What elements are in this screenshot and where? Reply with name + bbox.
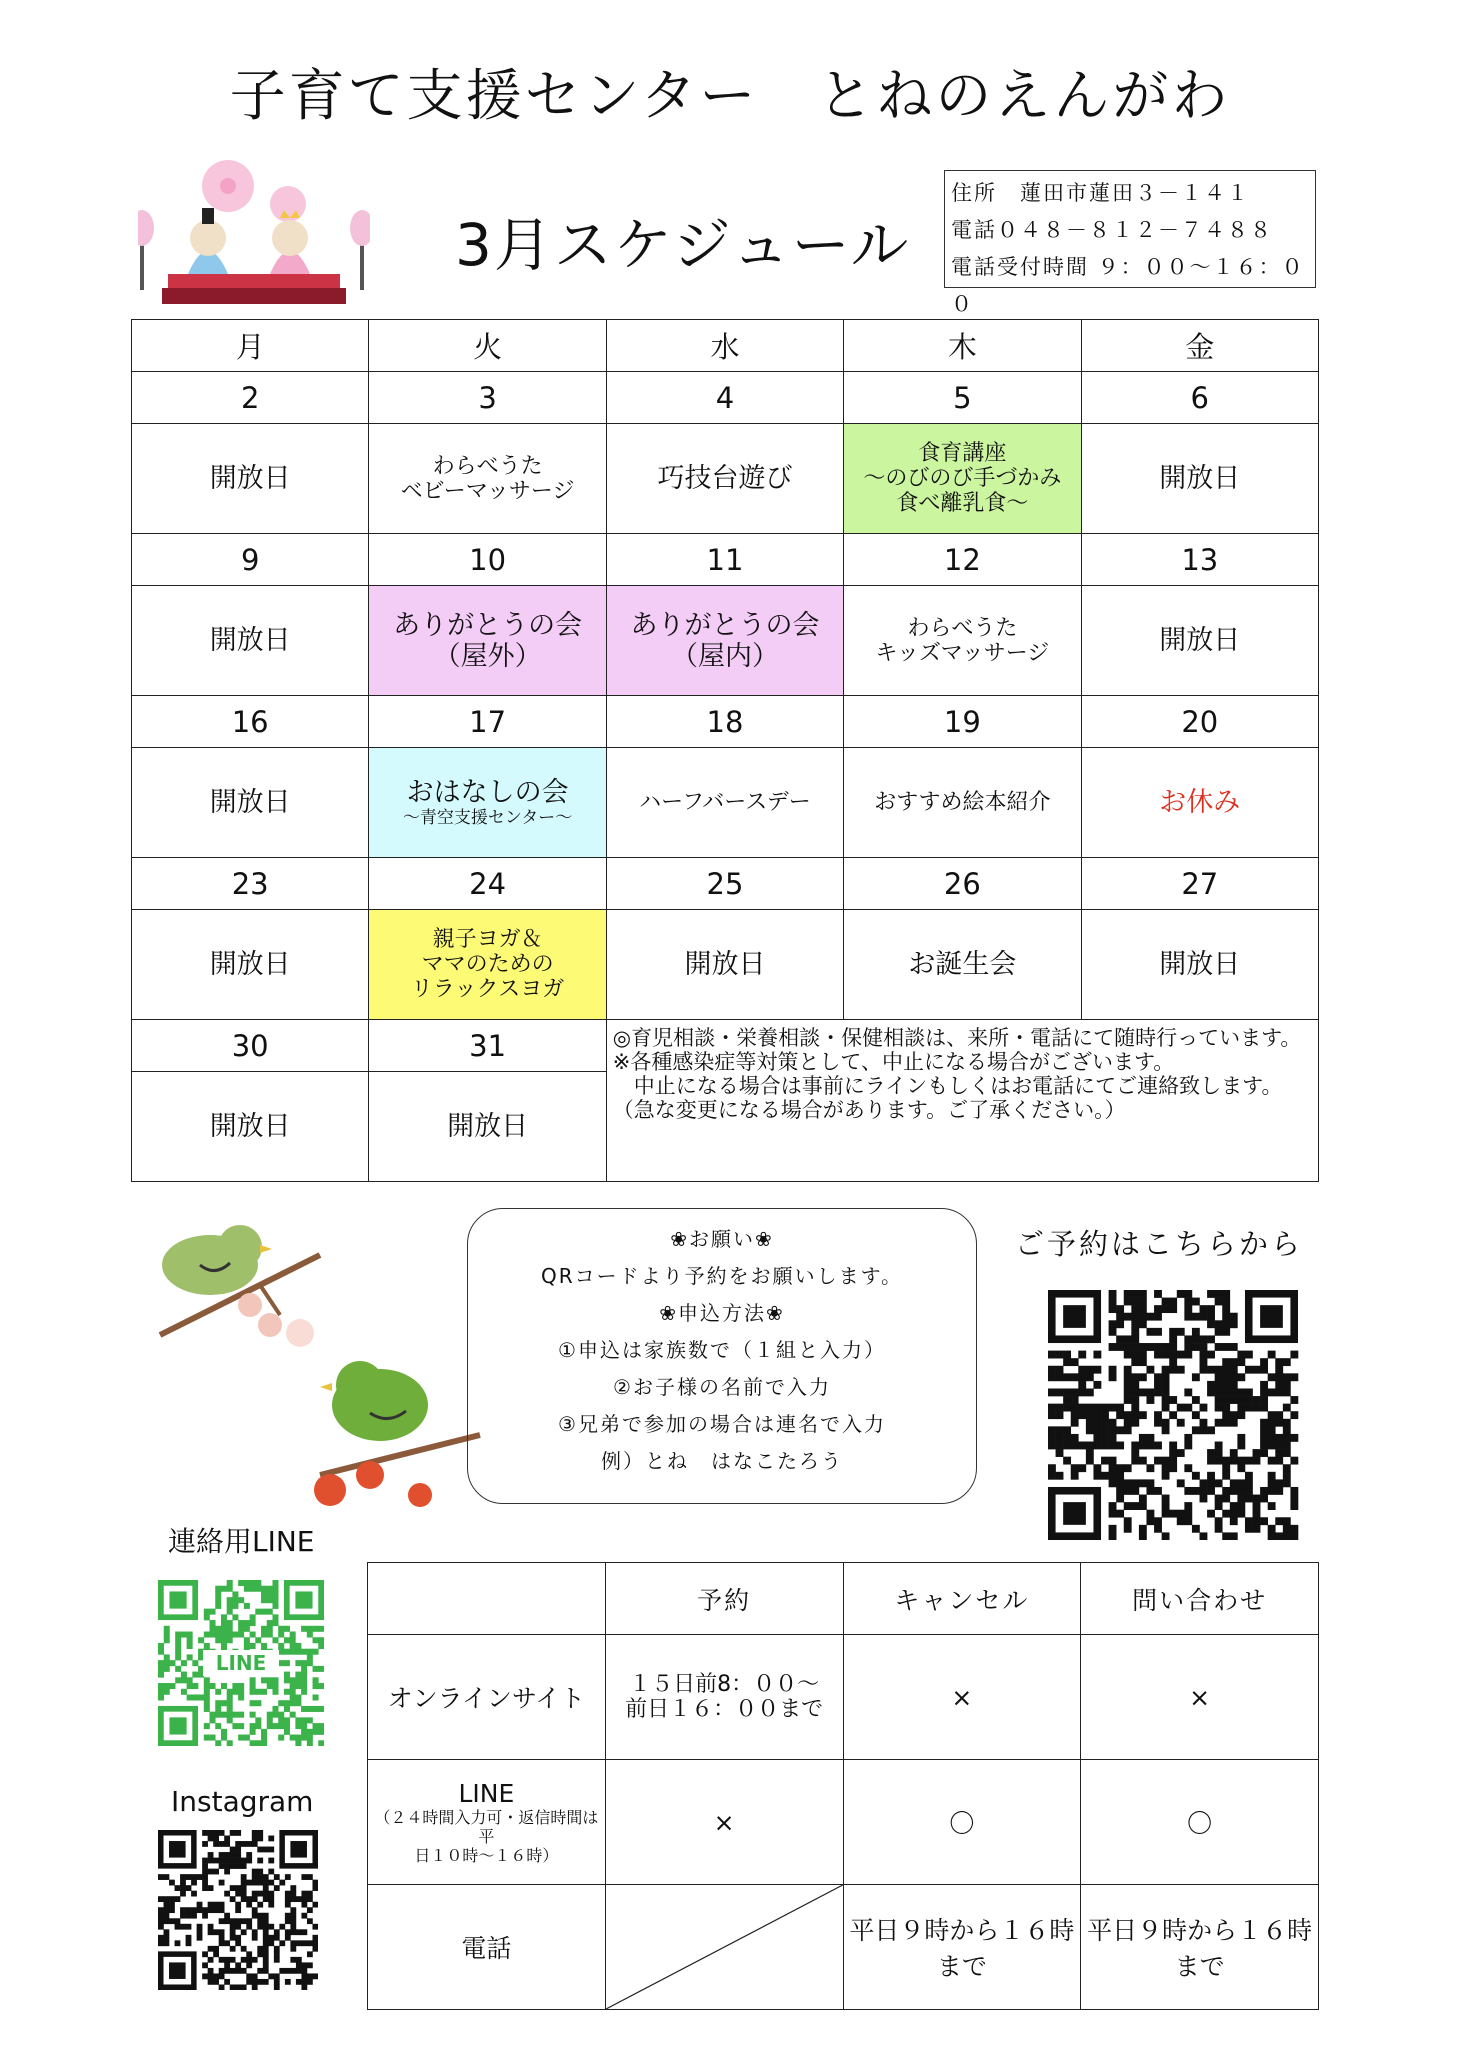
note-line: 中止になる場合は事前にラインもしくはお電話にてご連絡致します。: [612, 1074, 1283, 1098]
instagram-qr-code[interactable]: [158, 1830, 318, 1990]
date-cell: 11: [606, 534, 843, 586]
online-reserve-cell: １５日前8：００～ 前日１６：００まで: [605, 1635, 843, 1760]
request-line: ①申込は家族数で（１組と入力）: [558, 1338, 886, 1362]
header-inquiry: 問い合わせ: [1081, 1563, 1319, 1635]
event-cell: お誕生会: [844, 910, 1081, 1020]
date-cell: 10: [369, 534, 606, 586]
schedule-calendar: [131, 319, 1319, 1182]
event-cell: 開放日: [1081, 586, 1318, 696]
date-cell: 30: [132, 1020, 369, 1072]
event-cell: 開放日: [1081, 424, 1318, 534]
date-cell: 31: [369, 1020, 606, 1072]
phone-row: [368, 1885, 1319, 2010]
event-cell: 開放日: [132, 424, 369, 534]
reservation-table: [367, 1562, 1319, 2010]
line-reserve-mark: ×: [605, 1760, 843, 1885]
event-cell-highlight: 食育講座 ～のびのび手づかみ 食べ離乳食～: [844, 424, 1081, 534]
event-cell: 開放日: [606, 910, 843, 1020]
date-cell: 25: [606, 858, 843, 910]
event-cell: 開放日: [132, 910, 369, 1020]
note-line: ◎育児相談・栄養相談・保健相談は、来所・電話にて随時行っています。: [612, 1026, 1302, 1050]
weekday-fri: 金: [1081, 320, 1318, 372]
notes-cell: [606, 1020, 1318, 1182]
weekday-tue: 火: [369, 320, 606, 372]
online-site-label: オンラインサイト: [368, 1635, 606, 1760]
event-row: [132, 910, 1319, 1020]
date-cell: 12: [844, 534, 1081, 586]
date-row: [132, 372, 1319, 424]
header-reserve: 予約: [605, 1563, 843, 1635]
event-cell: ハーフバースデー: [606, 748, 843, 858]
line-cancel-mark: 〇: [843, 1760, 1081, 1885]
event-cell-highlight: おはなしの会 ～青空支援センター～: [369, 748, 606, 858]
request-line: QRコードより予約をお願いします。: [540, 1264, 904, 1288]
event-cell: 開放日: [132, 748, 369, 858]
request-line: ②お子様の名前で入力: [613, 1375, 831, 1399]
date-cell: 26: [844, 858, 1081, 910]
note-line: ※各種感染症等対策として、中止になる場合がございます。: [612, 1050, 1175, 1074]
page-title: 子育て支援センター とねのえんがわ: [229, 64, 1231, 129]
bird-illustration: [310, 1355, 490, 1510]
request-line: ❀申込方法❀: [659, 1301, 785, 1325]
date-row: [132, 534, 1319, 586]
weekday-wed: 水: [606, 320, 843, 372]
event-cell: 巧技台遊び: [606, 424, 843, 534]
holiday-cell: お休み: [1081, 748, 1318, 858]
phone-number: 電話０４８－８１２－７４８８: [951, 218, 1273, 242]
online-cancel-mark: ×: [843, 1635, 1081, 1760]
online-inquiry-mark: ×: [1081, 1635, 1319, 1760]
event-cell: 開放日: [1081, 910, 1318, 1020]
weekday-header-row: [132, 320, 1319, 372]
date-cell: 18: [606, 696, 843, 748]
note-line: （急な変更になる場合があります。ご了承ください。）: [612, 1098, 1126, 1122]
reservation-header-row: [368, 1563, 1319, 1635]
event-cell: おすすめ絵本紹介: [844, 748, 1081, 858]
date-cell: 13: [1081, 534, 1318, 586]
header-cell-empty: [368, 1563, 606, 1635]
event-row: [132, 586, 1319, 696]
line-label: 連絡用LINE: [168, 1525, 315, 1558]
weekday-mon: 月: [132, 320, 369, 372]
date-cell: 16: [132, 696, 369, 748]
event-row: [132, 424, 1319, 534]
phone-label: 電話: [368, 1885, 606, 2010]
schedule-subtitle: 3月スケジュール: [455, 211, 911, 279]
date-cell: 4: [606, 372, 843, 424]
date-row: [132, 696, 1319, 748]
event-cell-highlight: ありがとうの会 （屋外）: [369, 586, 606, 696]
hina-doll-illustration: [138, 158, 370, 308]
request-line: ③兄弟で参加の場合は連名で入力: [558, 1412, 886, 1436]
line-row: [368, 1760, 1319, 1885]
event-cell: わらべうた キッズマッサージ: [844, 586, 1081, 696]
instagram-label: Instagram: [171, 1785, 314, 1818]
date-cell: 6: [1081, 372, 1318, 424]
contact-info-box: [944, 170, 1316, 316]
line-inquiry-mark: 〇: [1081, 1760, 1319, 1885]
date-row: [132, 858, 1319, 910]
event-cell: 開放日: [369, 1072, 606, 1182]
event-row: [132, 748, 1319, 858]
reservation-qr-code[interactable]: [1048, 1290, 1300, 1540]
event-cell: 開放日: [132, 1072, 369, 1182]
event-cell-highlight: 親子ヨガ＆ ママのための リラックスヨガ: [369, 910, 606, 1020]
event-cell: 開放日: [132, 586, 369, 696]
line-qr-code[interactable]: [158, 1580, 324, 1746]
weekday-thu: 木: [844, 320, 1081, 372]
request-line: 例）とね はなこたろう: [601, 1449, 843, 1473]
line-label-cell: LINE （２４時間入力可・返信時間は平 日１０時～１６時）: [368, 1760, 606, 1885]
date-cell: 23: [132, 858, 369, 910]
date-cell: 17: [369, 696, 606, 748]
event-cell-highlight: ありがとうの会 （屋内）: [606, 586, 843, 696]
phone-reserve-na-cell: [605, 1885, 843, 2010]
reservation-heading: ご予約はこちらから: [1015, 1227, 1304, 1261]
online-row: [368, 1635, 1319, 1760]
event-cell: わらべうた ベビーマッサージ: [369, 424, 606, 534]
address: 住所 蓮田市蓮田３－１４１: [951, 181, 1250, 205]
request-box: [467, 1208, 977, 1504]
date-cell: 5: [844, 372, 1081, 424]
date-cell: 9: [132, 534, 369, 586]
date-cell: 24: [369, 858, 606, 910]
date-cell: 27: [1081, 858, 1318, 910]
date-cell: 2: [132, 372, 369, 424]
phone-inquiry-hours: 平日９時から１６時まで: [1081, 1885, 1319, 2010]
request-line: ❀お願い❀: [670, 1227, 774, 1251]
line-logo-text: LINE: [215, 1651, 267, 1675]
date-cell: 3: [369, 372, 606, 424]
date-row: [132, 1020, 1319, 1072]
date-cell: 20: [1081, 696, 1318, 748]
diagonal-line: [606, 1885, 843, 2009]
phone-cancel-hours: 平日９時から１６時まで: [843, 1885, 1081, 2010]
bird-illustration: [140, 1215, 340, 1350]
header-cancel: キャンセル: [843, 1563, 1081, 1635]
phone-hours: 電話受付時間 ９：００～１６：００: [951, 255, 1305, 316]
date-cell: 19: [844, 696, 1081, 748]
